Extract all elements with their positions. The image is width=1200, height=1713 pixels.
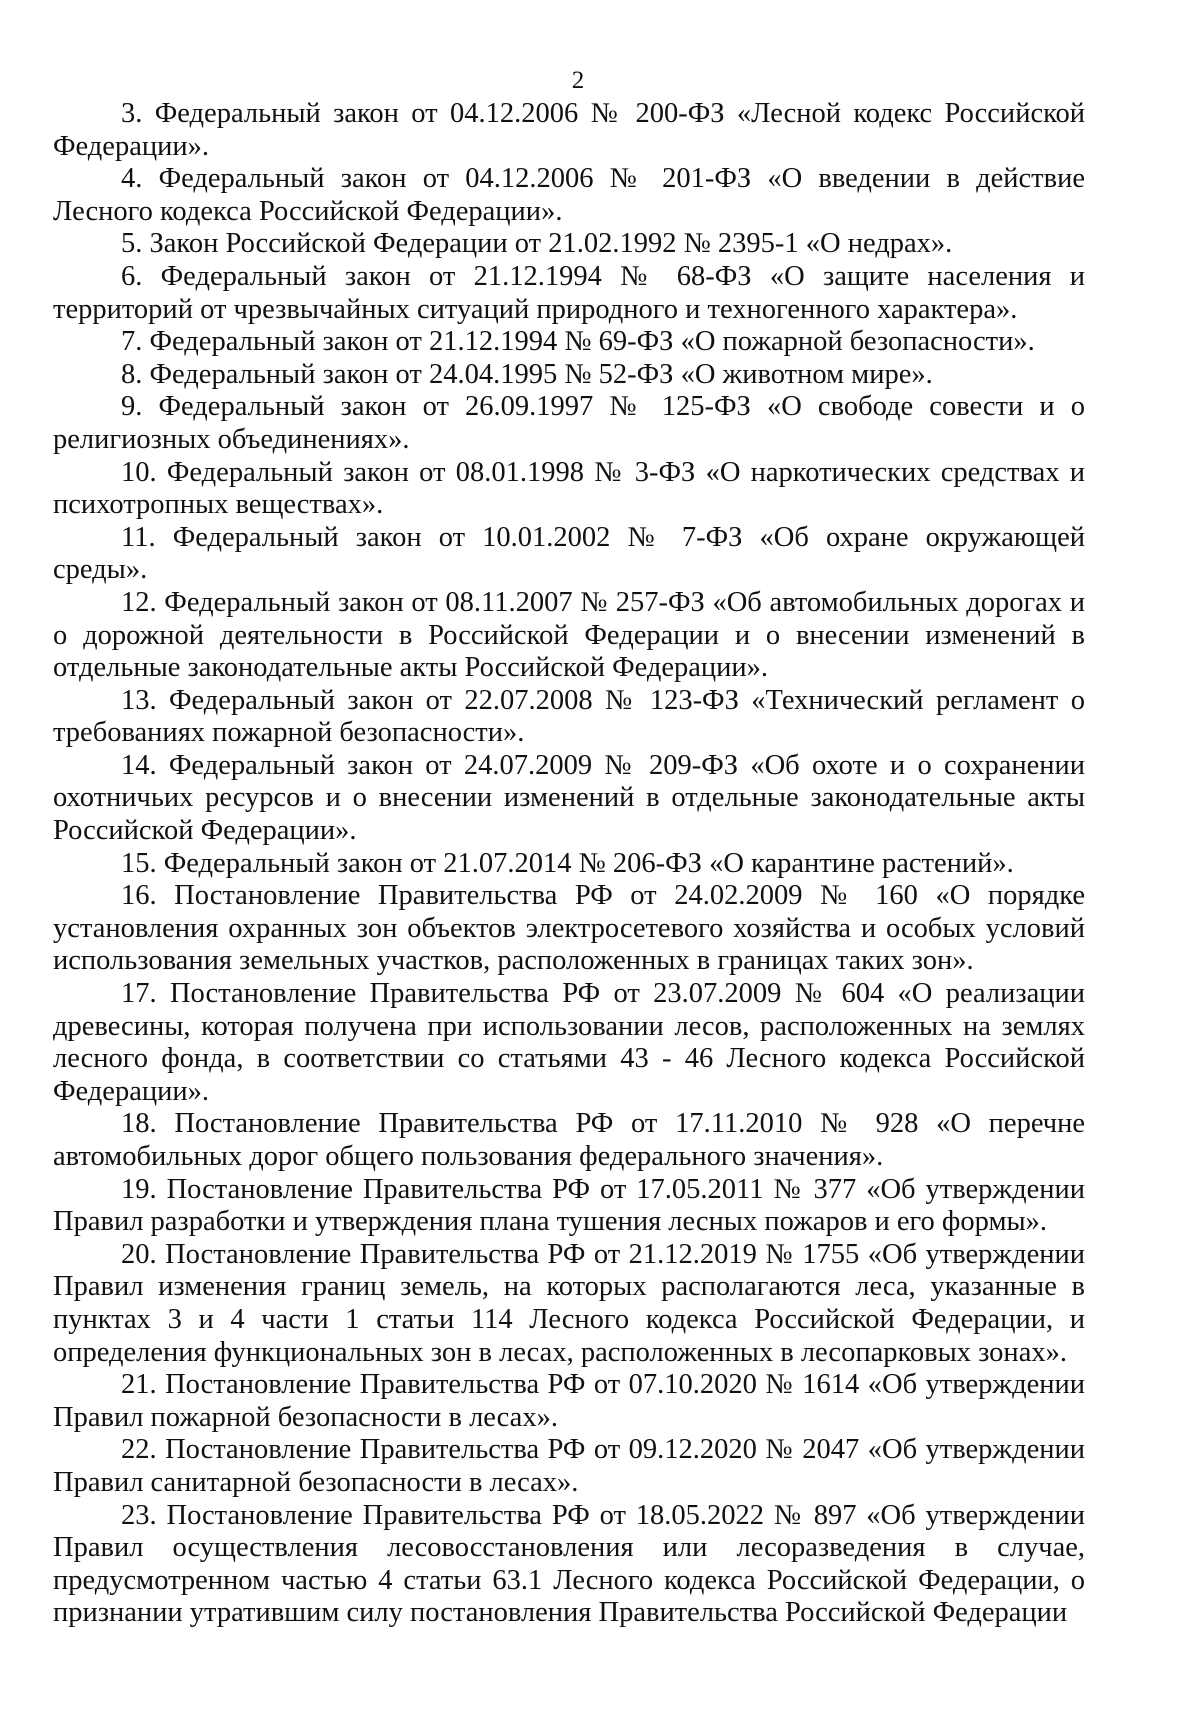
list-item: 15. Федеральный закон от 21.07.2014 № 206-ФЗ «О карантине растений».: [121, 847, 1014, 879]
list-item: 12. Федеральный закон от 08.11.2007 № 257-ФЗ «Об автомобильных дорогах и о дорожной деятельности в Российской Федерации и о внесении изменений в отдельные законодательные акты Российской Федерации».: [53, 586, 1085, 684]
list-item: 3. Федеральный закон от 04.12.2006 № 200-ФЗ «Лесной кодекс Российской Федерации».: [53, 98, 1085, 162]
list-item: 5. Закон Российской Федерации от 21.02.1992 № 2395-1 «О недрах».: [121, 228, 953, 260]
list-item: 10. Федеральный закон от 08.01.1998 № 3-ФЗ «О наркотических средствах и психотропных веществах».: [53, 456, 1085, 521]
list-item: 6. Федеральный закон от 21.12.1994 № 68-ФЗ «О защите населения и территорий от чрезвычайных ситуаций природного и техногенного характера».: [53, 260, 1085, 325]
list-item: 8. Федеральный закон от 24.04.1995 № 52-ФЗ «О животном мире».: [121, 358, 933, 390]
list-item: 18. Постановление Правительства РФ от 17.11.2010 № 928 «О перечне автомобильных дорог общего пользования федерального значения».: [53, 1108, 1085, 1172]
list-item: 19. Постановление Правительства РФ от 17.05.2011 № 377 «Об утверждении Правил разработки и утверждения плана тушения лесных пожаров и его формы».: [53, 1173, 1085, 1238]
list-item: 14. Федеральный закон от 24.07.2009 № 209-ФЗ «Об охоте и о сохранении охотничьих ресурсов и о внесении изменений в отдельные законодательные акты Российской Федерации».: [53, 749, 1085, 847]
list-item: 22. Постановление Правительства РФ от 09.12.2020 № 2047 «Об утверждении Правил санитарной безопасности в лесах».: [53, 1434, 1085, 1498]
list-item: 21. Постановление Правительства РФ от 07.10.2020 № 1614 «Об утверждении Правил пожарной безопасности в лесах».: [53, 1369, 1085, 1433]
list-item: 7. Федеральный закон от 21.12.1994 № 69-ФЗ «О пожарной безопасности».: [121, 326, 1035, 358]
list-item: 13. Федеральный закон от 22.07.2008 № 123-ФЗ «Технический регламент о требованиях пожарной безопасности».: [53, 684, 1085, 749]
list-item: 20. Постановление Правительства РФ от 21.12.2019 № 1755 «Об утверждении Правил изменения границ земель, на которых располагаются леса, указанные в пунктах 3 и 4 части 1 статьи 114 Лесного кодекса Российской Федерации, и определения функциональных зон в лесах, расположенных в лесопарковых зонах».: [53, 1238, 1085, 1368]
list-item: 4. Федеральный закон от 04.12.2006 № 201-ФЗ «О введении в действие Лесного кодекса Российской Федерации».: [53, 163, 1085, 227]
page-number: 2: [571, 67, 585, 94]
list-item: 9. Федеральный закон от 26.09.1997 № 125-ФЗ «О свободе совести и о религиозных объединениях».: [53, 391, 1085, 455]
list-item: 23. Постановление Правительства РФ от 18.05.2022 № 897 «Об утверждении Правил осуществления лесовосстановления или лесоразведения в случае, предусмотренном частью 4 статьи 63.1 Лесного кодекса Российской Федерации, о признании утратившим силу постановления Правительства Российской Федерации: [53, 1499, 1085, 1629]
list-item: 17. Постановление Правительства РФ от 23.07.2009 № 604 «О реализации древесины, которая получена при использовании лесов, расположенных на землях лесного фонда, в соответствии со статьями 43 - 46 Лесного кодекса Российской Федерации».: [53, 978, 1085, 1107]
list-item: 11. Федеральный закон от 10.01.2002 № 7-ФЗ «Об охране окружающей среды».: [53, 521, 1085, 586]
legal-acts-list: [53, 98, 1085, 1630]
list-item: 16. Постановление Правительства РФ от 24.02.2009 № 160 «О порядке установления охранных зон объектов электросетевого хозяйства и особых условий использования земельных участков, расположенных в границах таких зон».: [53, 880, 1085, 977]
